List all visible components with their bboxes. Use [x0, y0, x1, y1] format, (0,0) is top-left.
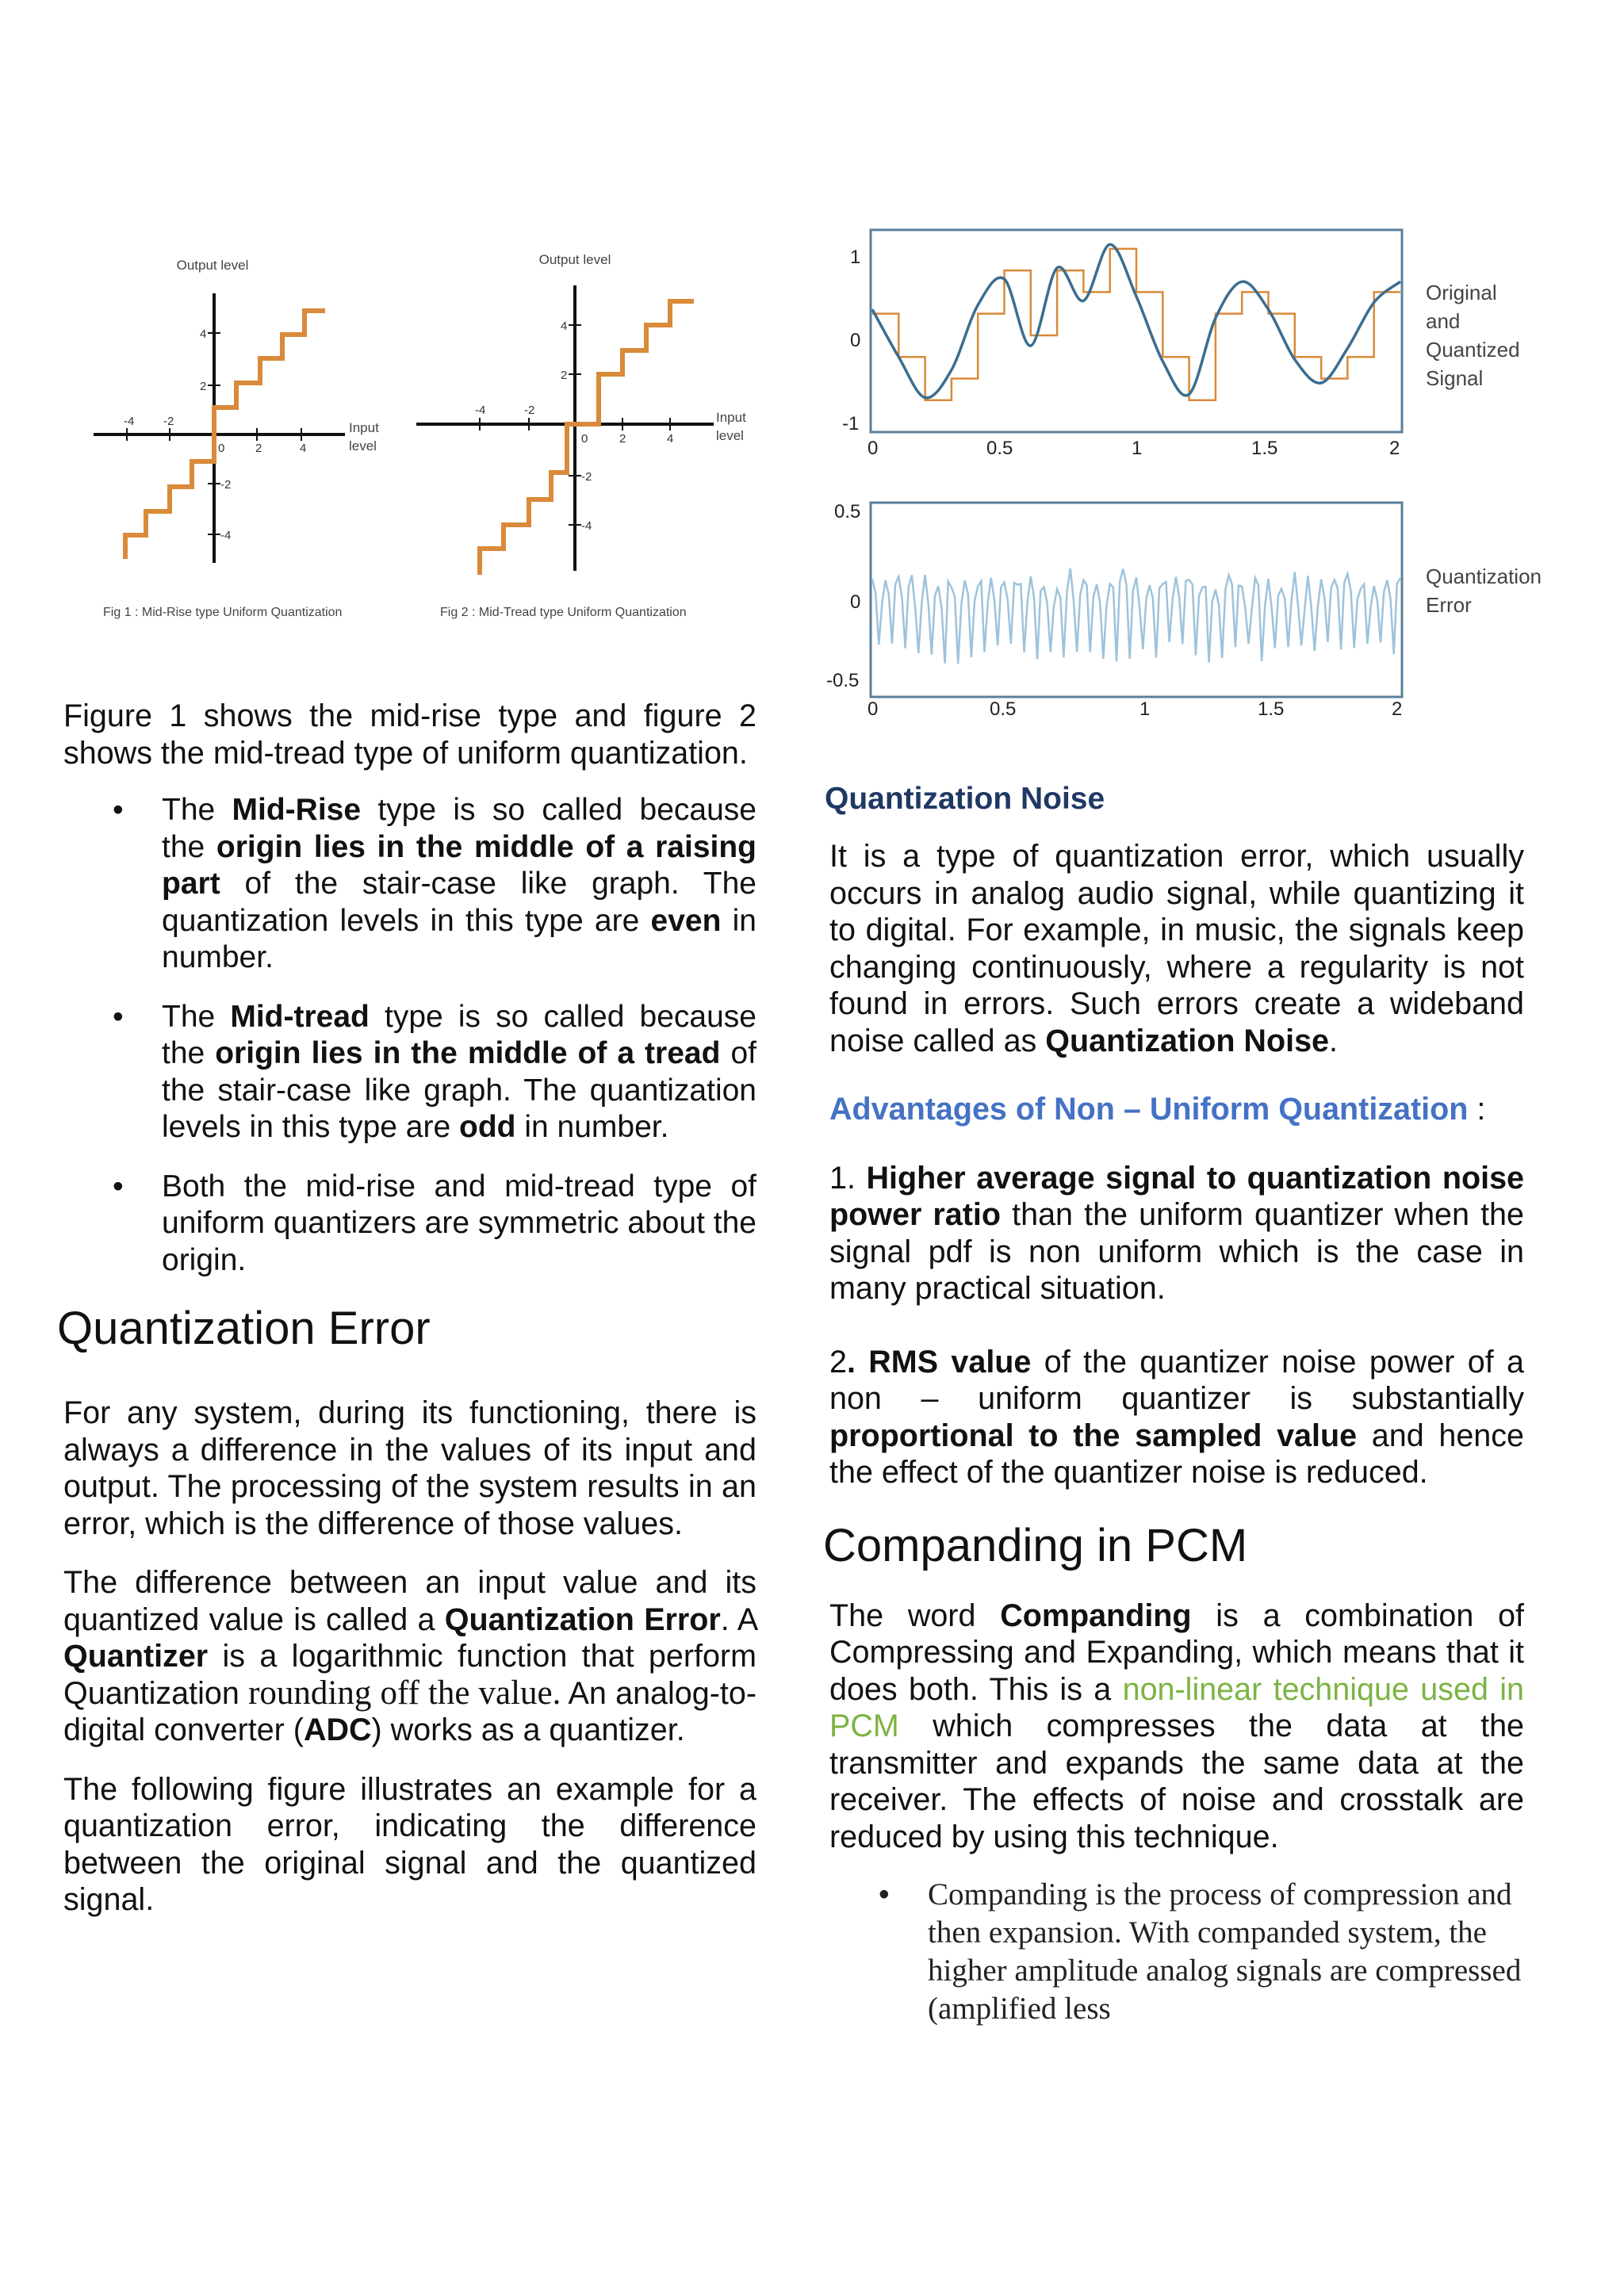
advantage-2 — [829, 1344, 1524, 1491]
comp-e: which compresses the data at the transmitter and expands the same data at the receiver. The effects of noise and crosstalk are reduced by using this technique. — [829, 1709, 1524, 1854]
fig1-ytick-4: 4 — [200, 327, 207, 341]
intro-paragraph — [63, 698, 756, 771]
fig1-ytick-m4: -4 — [220, 529, 232, 542]
error-xtick-05: 0.5 — [990, 698, 1017, 720]
fig1-xtick-m2: -2 — [163, 415, 174, 428]
left-column — [57, 698, 757, 1919]
fig1-xlabel-1: Input — [349, 420, 379, 435]
qe-paragraph-2 — [63, 1564, 756, 1749]
fig1-xlabel-2: level — [349, 438, 377, 453]
error-xtick-0: 0 — [868, 698, 879, 720]
b1-a: The — [162, 793, 232, 827]
b1-d: origin lies in the middle of a raising part — [162, 829, 756, 901]
list-item-companding: • Companding is the process of compression and then expansion. With companded system, the higher amplitude analog signals are compressed (amplified less — [879, 1877, 1522, 2026]
adv1-c: than the uniform quantizer when the signal pdf is non uniform which is the case in many practical situation. — [829, 1197, 1524, 1306]
fig1-xtick-2: 2 — [255, 442, 262, 455]
fig2-xtick-0: 0 — [581, 432, 588, 446]
advantages-heading — [829, 1091, 1524, 1128]
b2-b: Mid-tread — [230, 999, 370, 1034]
adv2-d: proportional to the sampled value — [829, 1418, 1358, 1453]
adv2-b: . RMS value — [846, 1344, 1032, 1380]
b3-a: Both the mid-rise and mid-tread type of uniform quantizers are symmetric about the origin. — [162, 1169, 756, 1277]
companding-paragraph — [829, 1598, 1524, 1856]
qn-paragraph — [829, 838, 1524, 1059]
fig2-ylabel: Output level — [538, 252, 611, 267]
qn-c: . — [1329, 1023, 1338, 1058]
comp-d: non-linear technique used in PCM — [829, 1671, 1525, 1743]
fig1-ytick-m2: -2 — [220, 478, 232, 492]
fig2-xtick-m2: -2 — [524, 404, 535, 417]
error-ytick-m05: -0.5 — [826, 670, 860, 691]
qn-b: Quantization Noise — [1045, 1023, 1329, 1058]
fig2-xtick-m4: -4 — [475, 404, 486, 417]
b2-c: type is so called because the — [162, 999, 756, 1070]
fig2-ytick-4: 4 — [561, 320, 568, 333]
advantage-1 — [829, 1160, 1524, 1307]
b2-a: The — [162, 999, 231, 1034]
intro-text: Figure 1 shows the mid-rise type and figure 2 shows the mid-tread type of uniform quantization. — [63, 698, 756, 771]
signal-legend-2: and — [1426, 309, 1461, 333]
signal-xtick-05: 0.5 — [986, 438, 1013, 459]
error-legend-1: Quantization — [1426, 564, 1542, 588]
error-ytick-05: 0.5 — [834, 501, 861, 522]
qe2-g: An analog-to-digital converter ( — [63, 1675, 756, 1747]
qe2-a: The difference between an input value and its quantized value is called a — [63, 1565, 756, 1637]
advantages-colon: : — [1468, 1092, 1486, 1127]
qe2-f: rounding off the value. — [248, 1674, 561, 1712]
fig2-xtick-4: 4 — [667, 432, 674, 446]
fig1-xtick-4: 4 — [300, 442, 307, 455]
qe2-d: Quantizer — [63, 1639, 209, 1674]
b1-f: even — [650, 903, 722, 938]
adv1-a: 1. — [829, 1160, 867, 1196]
qe2-h: ADC — [303, 1712, 372, 1747]
fig1-xtick-0: 0 — [218, 442, 225, 455]
quantization-error-heading: Quantization Error — [57, 1303, 431, 1354]
signal-xtick-15: 1.5 — [1251, 438, 1278, 459]
list-item-midrise: • The Mid-Rise type is so called because the origin lies in the middle of a raising part of the stair-case like graph. The quantization levels in this type are even in number. — [113, 793, 756, 974]
b1-b: Mid-Rise — [232, 793, 362, 827]
signal-xtick-0: 0 — [868, 438, 879, 459]
comp-bullet-text: Companding is the process of compression and then expansion. With companded system, the higher amplitude analog signals are compressed (amplified less — [928, 1877, 1522, 2026]
right-column — [823, 781, 1525, 2028]
fig2-xtick-2: 2 — [619, 432, 626, 446]
b1-g: in number. — [162, 903, 756, 974]
qe2-c: . A — [720, 1601, 757, 1637]
companding-list — [829, 1876, 1524, 2028]
qe2-i: ) works as a quantizer. — [371, 1712, 685, 1747]
companding-heading: Companding in PCM — [823, 1519, 1248, 1571]
fig2-ytick-m4: -4 — [581, 519, 592, 533]
qe2-e: is a logarithmic function that perform Quantization — [63, 1639, 756, 1711]
signal-xtick-2: 2 — [1389, 438, 1400, 459]
signal-ytick-1: 1 — [850, 247, 861, 268]
b2-d: origin lies in the middle of a tread — [215, 1036, 721, 1070]
signal-legend-1: Original — [1426, 281, 1497, 304]
quantizer-type-list — [63, 792, 756, 1279]
signal-xtick-1: 1 — [1132, 438, 1143, 459]
signal-legend-3: Quantized — [1426, 338, 1520, 362]
adv2-e: and hence the effect of the quantizer noise is reduced. — [829, 1418, 1524, 1490]
fig2-midtread — [416, 252, 746, 619]
comp-a: The word — [829, 1598, 1001, 1633]
quantizer-figures — [79, 238, 777, 634]
b2-e: of the stair-case like graph. The quantization levels in this type are — [162, 1036, 756, 1144]
signal-ytick-0: 0 — [850, 330, 861, 351]
comp-c: is a combination of Compressing and Expanding, which means that it does both. This is a — [829, 1598, 1524, 1707]
fig1-caption: Fig 1 : Mid-Rise type Uniform Quantization — [103, 606, 343, 619]
advantages-title: Advantages of Non – Uniform Quantization — [829, 1092, 1469, 1127]
b2-g: in number. — [524, 1110, 669, 1144]
qe2-b: Quantization Error — [444, 1601, 721, 1637]
fig2-caption: Fig 2 : Mid-Tread type Uniform Quantization — [440, 606, 687, 619]
comp-b: Companding — [1000, 1598, 1192, 1633]
error-xtick-1: 1 — [1139, 698, 1151, 720]
adv2-c: of the quantizer noise power of a non – uniform quantizer is substantially — [829, 1344, 1524, 1416]
fig1-midrise — [94, 258, 379, 619]
fig2-ytick-m2: -2 — [581, 470, 592, 484]
list-item-midtread: • The Mid-tread type is so called because the origin lies in the middle of a tread of the stair-case like graph. The quantization levels in this type are odd in number. — [113, 999, 756, 1144]
b1-c: type is so called because the — [162, 793, 756, 864]
qe-paragraph-3: The following figure illustrates an example for a quantization error, indicating the difference between the original signal and the quantized signal. — [63, 1771, 756, 1917]
fig1-ytick-2: 2 — [200, 380, 207, 393]
b1-e: of the stair-case like graph. The quantization levels in this type are — [162, 867, 756, 938]
signal-legend-4: Signal — [1426, 366, 1484, 390]
list-item-symmetric: • Both the mid-rise and mid-tread type of uniform quantizers are symmetric about the origin. — [113, 1169, 756, 1277]
error-chart-frame — [871, 503, 1402, 697]
fig2-xlabel-1: Input — [716, 410, 746, 425]
fig2-xlabel-2: level — [716, 428, 744, 443]
adv1-b: Higher average signal to quantization noise power ratio — [829, 1160, 1525, 1232]
error-xtick-2: 2 — [1392, 698, 1403, 720]
error-xtick-15: 1.5 — [1258, 698, 1285, 720]
error-ytick-0: 0 — [850, 591, 861, 613]
fig1-xtick-m4: -4 — [124, 415, 135, 428]
error-chart — [825, 499, 1570, 729]
fig1-ylabel: Output level — [176, 258, 249, 273]
adv2-a: 2 — [829, 1344, 847, 1380]
qn-a: It is a type of quantization error, which usually occurs in analog audio signal, while quantizing it to digital. For example, in music, the signals keep changing continuously, where a regularity is not found in errors. Such errors create a wideband noise called as — [829, 839, 1524, 1058]
signal-ytick-m1: -1 — [842, 413, 860, 434]
qe-paragraph-1: For any system, during its functioning, there is always a difference in the values of its input and output. The processing of the system results in an error, which is the difference of those values. — [63, 1395, 756, 1541]
fig2-ytick-2: 2 — [561, 369, 568, 382]
quantization-noise-heading: Quantization Noise — [825, 782, 1105, 816]
signal-chart — [825, 222, 1570, 460]
b2-f: odd — [459, 1110, 525, 1144]
error-legend-2: Error — [1426, 593, 1472, 617]
